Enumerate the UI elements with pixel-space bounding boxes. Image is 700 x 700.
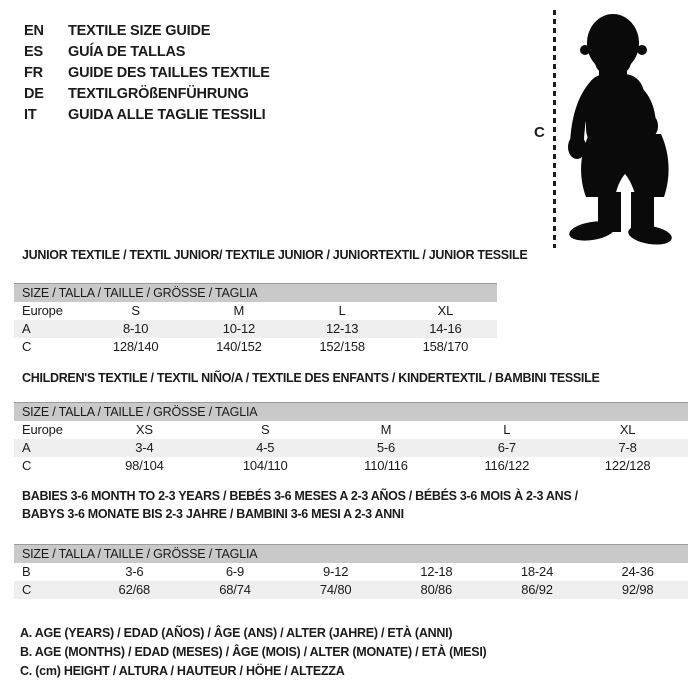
size-value: 24-36 bbox=[621, 564, 654, 579]
size-value: XS bbox=[135, 422, 153, 437]
children-size-table bbox=[14, 369, 688, 475]
babies-table-title: BABIES 3-6 MONTH TO 2-3 YEARS / BEBÉS 3-6 MESES A 2-3 AÑOS / BÉBÉS 3-6 MOIS À 2-3 ANS / BABYS 3-6 MONATE BIS 2-3 JAHRE / BAMBINI 3-6 MESI A 2-3 ANNI bbox=[22, 489, 578, 521]
size-value: 92/98 bbox=[621, 582, 654, 597]
table-row-c bbox=[14, 581, 688, 599]
height-measure-label: C bbox=[534, 124, 545, 141]
language-title: GUÍA DE TALLAS bbox=[68, 43, 186, 60]
children-table-rows bbox=[14, 421, 688, 475]
size-value: 62/68 bbox=[118, 582, 151, 597]
size-value: 6-9 bbox=[225, 564, 245, 579]
size-value: L bbox=[503, 422, 511, 437]
junior-size-table bbox=[14, 246, 528, 356]
row-label: C bbox=[22, 458, 32, 473]
language-code: IT bbox=[24, 106, 37, 123]
size-value: 110/116 bbox=[364, 458, 408, 473]
table-row-europe bbox=[14, 302, 497, 320]
babies-size-table bbox=[14, 487, 688, 599]
table-row-c bbox=[14, 338, 497, 356]
height-dotted-line bbox=[553, 10, 556, 248]
size-value: XL bbox=[619, 422, 636, 437]
row-label: A bbox=[22, 440, 31, 455]
language-title: GUIDA ALLE TAGLIE TESSILI bbox=[68, 106, 266, 123]
size-header-bar: SIZE / TALLA / TAILLE / GRÖSSE / TAGLIA bbox=[14, 544, 688, 563]
language-title-list bbox=[24, 20, 270, 125]
size-value: 18-24 bbox=[520, 564, 554, 579]
size-value: 128/140 bbox=[112, 339, 159, 354]
language-title: TEXTILE SIZE GUIDE bbox=[68, 22, 211, 39]
size-value: 140/152 bbox=[216, 339, 262, 354]
size-value: 9-12 bbox=[323, 564, 349, 579]
language-row-es bbox=[24, 41, 270, 62]
size-value: 3-6 bbox=[125, 564, 144, 579]
language-row-en bbox=[24, 20, 270, 41]
row-label: A bbox=[22, 321, 31, 336]
size-header-bar: SIZE / TALLA / TAILLE / GRÖSSE / TAGLIA bbox=[14, 402, 688, 421]
toddler-silhouette-icon bbox=[562, 6, 690, 250]
size-value: L bbox=[338, 303, 346, 318]
row-label: B bbox=[22, 564, 31, 579]
row-label: C bbox=[22, 582, 32, 597]
table-row-b bbox=[14, 563, 688, 581]
size-value: 80/86 bbox=[420, 582, 453, 597]
size-value: 116/122 bbox=[484, 458, 530, 473]
size-value: 74/80 bbox=[319, 582, 352, 597]
babies-table-rows bbox=[14, 563, 688, 599]
language-code: EN bbox=[24, 22, 44, 39]
row-label: C bbox=[22, 339, 32, 354]
junior-table-title: JUNIOR TEXTILE / TEXTIL JUNIOR/ TEXTILE JUNIOR / JUNIORTEXTIL / JUNIOR TESSILE bbox=[22, 248, 528, 262]
size-value: 12-18 bbox=[420, 564, 453, 579]
size-value: 3-4 bbox=[135, 440, 154, 455]
size-value: 104/110 bbox=[242, 458, 288, 473]
size-value: 14-16 bbox=[429, 321, 462, 336]
table-row-europe bbox=[14, 421, 688, 439]
language-row-fr bbox=[24, 62, 270, 83]
footnote-line: A. AGE (YEARS) / EDAD (AÑOS) / ÂGE (ANS) / ALTER (JAHRE) / ETÀ (ANNI) bbox=[20, 626, 453, 640]
size-value: 4-5 bbox=[256, 440, 275, 455]
size-value: 7-8 bbox=[618, 440, 637, 455]
footnote-line: C. (cm) HEIGHT / ALTURA / HAUTEUR / HÖHE / ALTEZZA bbox=[20, 664, 345, 678]
size-header-bar: SIZE / TALLA / TAILLE / GRÖSSE / TAGLIA bbox=[14, 283, 497, 302]
junior-table-rows bbox=[14, 302, 497, 356]
size-value: S bbox=[131, 303, 140, 318]
table-row-a bbox=[14, 320, 497, 338]
size-value: 86/92 bbox=[521, 582, 553, 597]
table-row-a bbox=[14, 439, 688, 457]
measure-legend bbox=[20, 624, 486, 681]
size-value: 6-7 bbox=[497, 440, 516, 455]
size-value: 10-12 bbox=[222, 321, 255, 336]
size-value: M bbox=[380, 422, 392, 437]
size-value: 68/74 bbox=[219, 582, 251, 597]
row-label: Europe bbox=[22, 422, 63, 437]
size-value: XL bbox=[437, 303, 454, 318]
language-title: TEXTILGRÖßENFÜHRUNG bbox=[68, 85, 249, 102]
language-row-de bbox=[24, 83, 270, 104]
language-code: FR bbox=[24, 64, 43, 81]
size-value: M bbox=[233, 303, 245, 318]
size-value: 152/158 bbox=[319, 339, 365, 354]
language-row-it bbox=[24, 104, 270, 125]
size-value: 12-13 bbox=[326, 321, 359, 336]
row-label: Europe bbox=[22, 303, 63, 318]
size-value: 5-6 bbox=[376, 440, 396, 455]
size-value: 158/170 bbox=[422, 339, 469, 354]
language-code: ES bbox=[24, 43, 43, 60]
size-value: 122/128 bbox=[604, 458, 651, 473]
table-row-c bbox=[14, 457, 688, 475]
size-value: 8-10 bbox=[123, 321, 149, 336]
language-title: GUIDE DES TAILLES TEXTILE bbox=[68, 64, 270, 81]
size-value: 98/104 bbox=[125, 458, 164, 473]
footnote-line: B. AGE (MONTHS) / EDAD (MESES) / ÂGE (MOIS) / ALTER (MONATE) / ETÀ (MESI) bbox=[20, 645, 487, 659]
language-code: DE bbox=[24, 85, 44, 102]
size-value: S bbox=[260, 422, 270, 437]
children-table-title: CHILDREN'S TEXTILE / TEXTIL NIÑO/A / TEXTILE DES ENFANTS / KINDERTEXTIL / BAMBINI TESSILE bbox=[22, 371, 600, 385]
